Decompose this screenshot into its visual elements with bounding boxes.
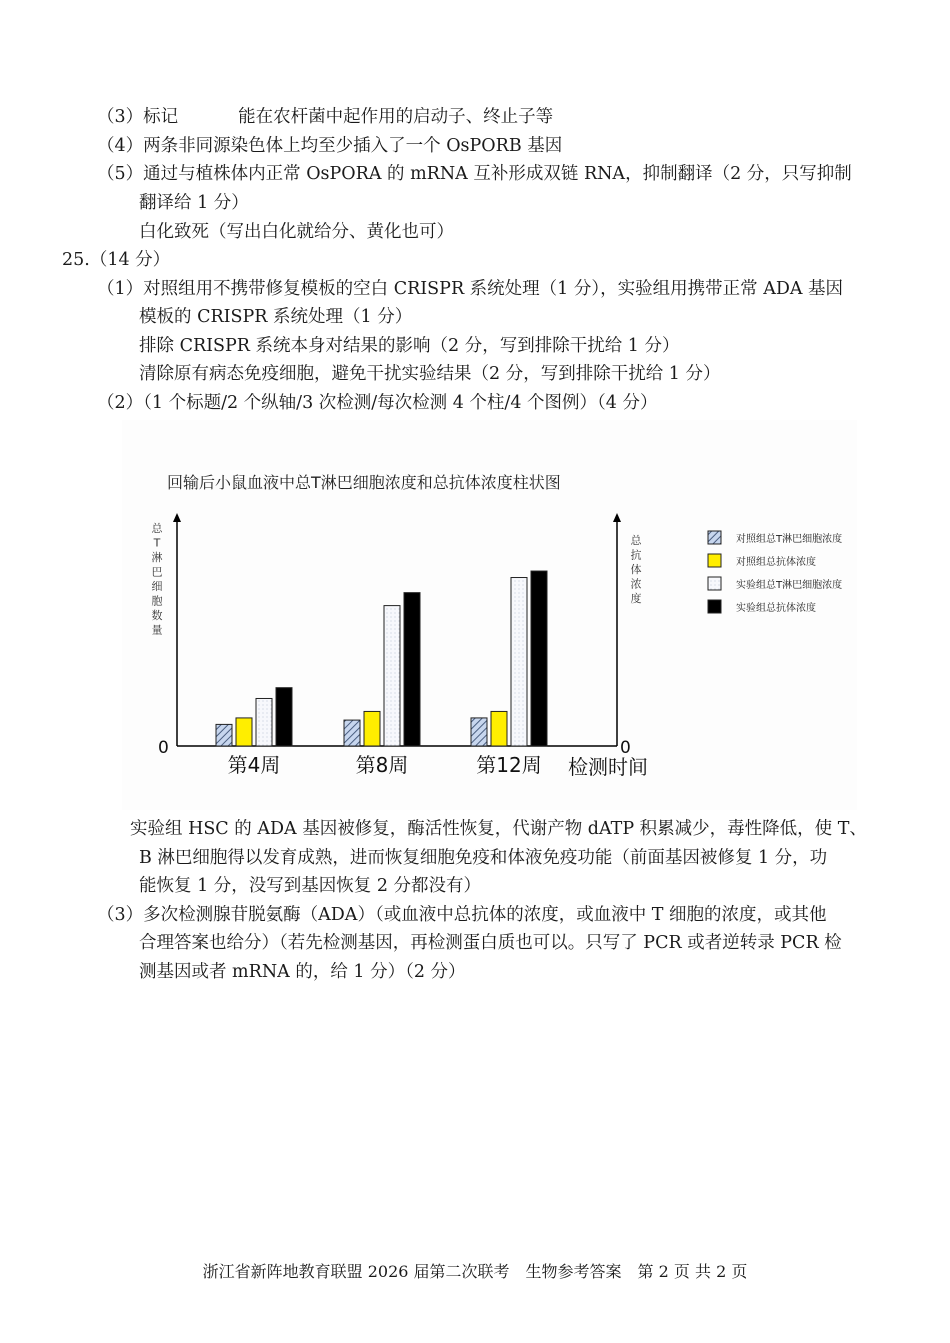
bar-2-3 bbox=[491, 711, 507, 746]
q3-text: 能在农杆菌中起作用的启动子、终止子等 bbox=[238, 107, 554, 127]
chart-svg bbox=[122, 420, 857, 810]
q4-text: 两条非同源染色体上均至少插入了一个 OsPORB 基因 bbox=[143, 136, 563, 156]
q25-part2-explain3: 能恢复 1 分，没写到基因恢复 2 分都没有） bbox=[139, 876, 482, 896]
bar-3-2 bbox=[384, 606, 400, 746]
y-label-left-char: 总 bbox=[151, 522, 163, 535]
legend-swatch-3 bbox=[708, 577, 721, 590]
y-axis-label-right bbox=[631, 534, 643, 605]
bar-2-1 bbox=[236, 718, 252, 746]
bar-1-2 bbox=[344, 720, 360, 746]
q3-label: 标记 bbox=[143, 107, 179, 127]
q5-number: （5） bbox=[97, 164, 144, 184]
y-label-left-char: 数 bbox=[151, 609, 163, 622]
q25-part1-number: （1） bbox=[97, 279, 144, 299]
q25-part3-number: （3） bbox=[97, 905, 144, 925]
y-label-left-char: 淋 bbox=[151, 551, 163, 564]
q25-part1-line3: 排除 CRISPR 系统本身对结果的影响（2 分，写到排除干扰给 1 分） bbox=[139, 336, 680, 356]
q25-part3-line1: 多次检测腺苷脱氨酶（ADA）（或血液中总抗体的浓度，或血液中 T 细胞的浓度，或其他 bbox=[143, 905, 827, 925]
y-label-left-char: 细 bbox=[151, 580, 163, 593]
y-axis-right-arrow bbox=[613, 513, 621, 522]
q4-number: （4） bbox=[97, 136, 144, 156]
x-tick-label: 第4周 bbox=[227, 753, 281, 777]
origin-right-label: 0 bbox=[620, 738, 631, 758]
page-footer: 浙江省新阵地教育联盟 2026 届第二次联考 生物参考答案 第 2 页 共 2 页 bbox=[202, 1262, 748, 1281]
legend-swatch-2 bbox=[708, 554, 721, 567]
legend-label-4: 实验组总抗体浓度 bbox=[736, 603, 816, 614]
q25-part1-line4: 清除原有病态免疫细胞，避免干扰实验结果（2 分，写到排除干扰给 1 分） bbox=[139, 364, 721, 384]
q25-header: 25.（14 分） bbox=[62, 250, 171, 270]
q25-part1 bbox=[97, 277, 843, 301]
q25-part3 bbox=[97, 903, 827, 927]
q25-part3-line2: 合理答案也给分）（若先检测基因，再检测蛋白质也可以。只写了 PCR 或者逆转录 PCR 检 bbox=[139, 933, 842, 953]
q25-part2-number: （2） bbox=[97, 393, 144, 413]
legend-swatch-1 bbox=[708, 531, 721, 544]
q5-line3: 白化致死（写出白化就给分、黄化也可） bbox=[139, 222, 454, 242]
q3-number: （3） bbox=[97, 107, 144, 127]
bar-3-1 bbox=[256, 698, 272, 746]
bar-4-2 bbox=[404, 593, 420, 746]
q25-part2 bbox=[97, 391, 657, 415]
bar-4-3 bbox=[531, 571, 547, 746]
bar-chart bbox=[122, 420, 857, 810]
y-label-right-char: 体 bbox=[630, 563, 642, 576]
q5-answer bbox=[97, 162, 852, 186]
legend-label-1: 对照组总T淋巴细胞浓度 bbox=[736, 534, 843, 545]
legend-label-2: 对照组总抗体浓度 bbox=[736, 557, 816, 568]
q5-line1: 通过与植株体内正常 OsPORA 的 mRNA 互补形成双链 RNA，抑制翻译（2 分，只写抑制 bbox=[143, 164, 852, 184]
bar-3-3 bbox=[511, 578, 527, 746]
bar-4-1 bbox=[276, 688, 292, 746]
q5-line2: 翻译给 1 分） bbox=[139, 193, 249, 213]
q25-part2-text: （1 个标题/2 个纵轴/3 次检测/每次检测 4 个柱/4 个图例）（4 分） bbox=[143, 393, 658, 413]
y-label-left-char: 胞 bbox=[151, 594, 163, 608]
y-axis-left-arrow bbox=[173, 513, 181, 522]
y-label-left-char: 巴 bbox=[151, 565, 163, 579]
legend-label-3: 实验组总T淋巴细胞浓度 bbox=[736, 580, 843, 591]
x-tick-label: 第12周 bbox=[476, 753, 542, 777]
bar-2-2 bbox=[364, 711, 380, 746]
legend-swatch-4 bbox=[708, 600, 721, 613]
q3-answer bbox=[97, 105, 553, 129]
y-label-left-char: 量 bbox=[151, 623, 163, 637]
y-label-left-char: T bbox=[153, 536, 161, 550]
origin-left-label: 0 bbox=[158, 738, 169, 758]
y-label-right-char: 抗 bbox=[630, 548, 642, 562]
x-tick-label: 第8周 bbox=[355, 753, 409, 777]
q25-part1-line1: 对照组用不携带修复模板的空白 CRISPR 系统处理（1 分），实验组用携带正常 ADA 基因 bbox=[143, 279, 844, 299]
y-label-right-char: 度 bbox=[630, 592, 642, 605]
q25-part2-explain2: B 淋巴细胞得以发育成熟，进而恢复细胞免疫和体液免疫功能（前面基因被修复 1 分，功 bbox=[139, 848, 828, 868]
y-label-right-char: 总 bbox=[630, 534, 642, 547]
y-label-right-char: 浓 bbox=[630, 577, 642, 591]
x-axis-label: 检测时间 bbox=[568, 755, 648, 779]
q25-part3-line3: 测基因或者 mRNA 的，给 1 分）（2 分） bbox=[139, 962, 466, 982]
chart-title: 回输后小鼠血液中总T淋巴细胞浓度和总抗体浓度柱状图 bbox=[167, 473, 561, 492]
q4-answer bbox=[97, 134, 562, 158]
y-axis-label-left bbox=[152, 522, 164, 637]
q25-part1-line2: 模板的 CRISPR 系统处理（1 分） bbox=[139, 307, 413, 327]
legend bbox=[708, 531, 842, 614]
q25-part2-explain1: 实验组 HSC 的 ADA 基因被修复，酶活性恢复，代谢产物 dATP 积累减少，毒性降低，使 T、 bbox=[130, 819, 867, 839]
bar-1-3 bbox=[471, 718, 487, 746]
bar-1-1 bbox=[216, 724, 232, 746]
